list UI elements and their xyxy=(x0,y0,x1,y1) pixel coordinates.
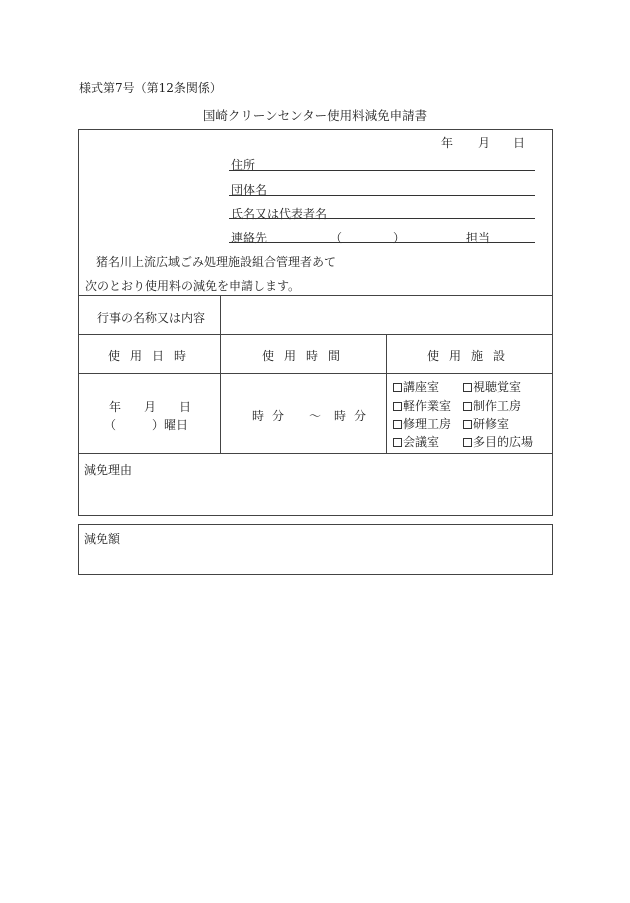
facility-label: 制作工房 xyxy=(473,399,522,413)
request-text: 次のとおり使用料の減免を申請します。 xyxy=(85,279,301,293)
checkbox-icon xyxy=(463,438,472,447)
group-name-label: 団体名 xyxy=(231,183,268,197)
facility-checkbox-av-room[interactable] xyxy=(463,378,521,395)
facility-label: 多目的広場 xyxy=(473,435,534,449)
date-month-label: 月 xyxy=(478,136,491,150)
checkbox-icon xyxy=(393,438,402,447)
time-range-tilde: ～ xyxy=(309,409,322,423)
facility-checkbox-multipurpose-plaza[interactable] xyxy=(463,433,533,450)
reduction-amount-field[interactable] xyxy=(79,546,552,574)
date-day-label: 日 xyxy=(513,136,526,150)
usage-month-label: 月 xyxy=(144,400,157,414)
checkbox-icon xyxy=(393,383,402,392)
group-name-field[interactable] xyxy=(229,195,535,196)
event-name-label: 行事の名称又は内容 xyxy=(97,311,206,325)
facility-checkbox-lecture-room[interactable] xyxy=(393,378,439,395)
usage-facility-header: 使用施設 xyxy=(427,349,516,363)
contact-label: 連絡先 xyxy=(231,231,268,245)
contact-paren-open: （ xyxy=(330,231,343,245)
event-name-field[interactable] xyxy=(221,296,552,334)
table-header-divider xyxy=(79,373,552,374)
start-minute-label: 分 xyxy=(272,409,285,423)
document-title: 国崎クリーンセンター使用料減免申請書 xyxy=(202,108,428,123)
usage-day-label: 日 xyxy=(179,400,192,414)
date-year-label: 年 xyxy=(441,136,454,150)
facility-label: 研修室 xyxy=(473,417,510,431)
person-in-charge-label: 担当 xyxy=(466,231,491,245)
checkbox-icon xyxy=(393,420,402,429)
facility-checkbox-training-room[interactable] xyxy=(463,415,509,432)
facility-label: 会議室 xyxy=(403,435,440,449)
addressee-text: 猪名川上流広域ごみ処理施設組合管理者あて xyxy=(96,255,337,269)
end-minute-label: 分 xyxy=(354,409,367,423)
facility-label: 軽作業室 xyxy=(403,399,452,413)
checkbox-icon xyxy=(463,420,472,429)
reason-divider xyxy=(79,453,552,454)
contact-field[interactable] xyxy=(229,242,535,243)
checkbox-icon xyxy=(463,383,472,392)
address-field[interactable] xyxy=(229,170,535,171)
checkbox-icon xyxy=(393,402,402,411)
start-hour-label: 時 xyxy=(252,409,265,423)
checkbox-icon xyxy=(463,402,472,411)
facility-checkbox-production-workshop[interactable] xyxy=(463,397,521,414)
usage-date-header: 使用日時 xyxy=(108,349,197,363)
facility-checkbox-meeting-room[interactable] xyxy=(393,433,439,450)
representative-label: 氏名又は代表者名 xyxy=(231,207,328,221)
form-number: 様式第7号（第12条関係） xyxy=(79,81,222,95)
usage-weekday-label: （ ）曜日 xyxy=(104,418,189,432)
reduction-reason-field[interactable] xyxy=(79,477,552,515)
column-divider-1 xyxy=(220,295,221,454)
facility-checkbox-repair-workshop[interactable] xyxy=(393,415,451,432)
end-hour-label: 時 xyxy=(334,409,347,423)
event-row-divider-bottom xyxy=(79,334,552,335)
contact-paren-close: ） xyxy=(393,231,406,245)
representative-field[interactable] xyxy=(229,218,535,219)
column-divider-2 xyxy=(386,334,387,454)
facility-label: 講座室 xyxy=(403,380,440,394)
usage-time-header: 使用時間 xyxy=(262,349,351,363)
facility-checkbox-light-work-room[interactable] xyxy=(393,397,451,414)
facility-label: 修理工房 xyxy=(403,417,452,431)
reduction-reason-label: 減免理由 xyxy=(84,463,133,477)
reduction-amount-label: 減免額 xyxy=(84,532,121,546)
facility-label: 視聴覚室 xyxy=(473,380,522,394)
usage-year-label: 年 xyxy=(109,400,122,414)
address-label: 住所 xyxy=(231,158,256,172)
